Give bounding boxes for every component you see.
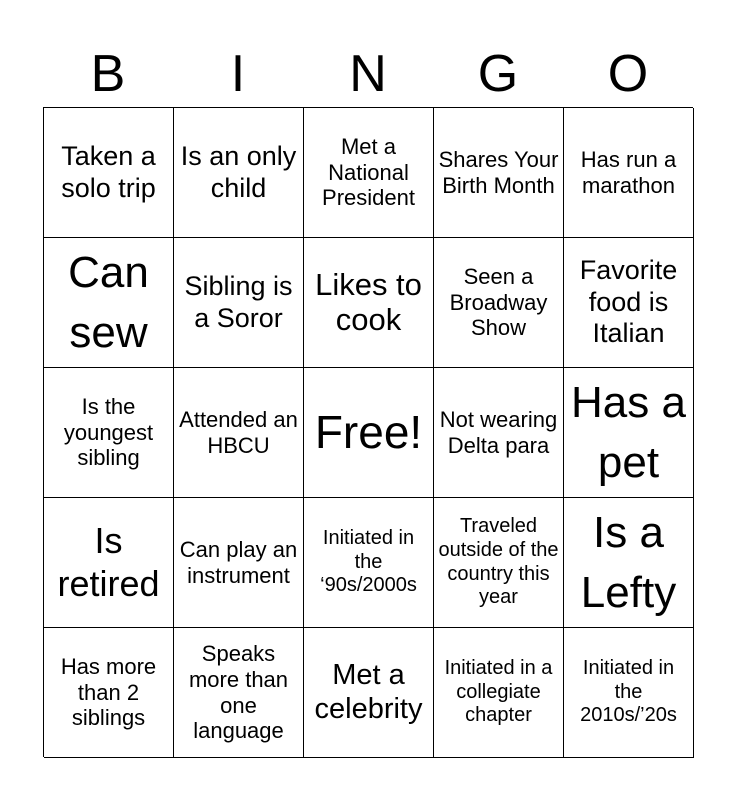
header-letter-n: N: [349, 45, 387, 103]
bingo-cell[interactable]: [304, 498, 434, 628]
cell-text: Is retired: [57, 520, 160, 604]
free-space-text: Free!: [314, 406, 423, 459]
cell-text: Is a Lefty: [580, 507, 677, 617]
bingo-cell[interactable]: [44, 498, 174, 628]
bingo-cell[interactable]: [44, 238, 174, 368]
cell-text: Met a National President: [322, 133, 415, 211]
cell-text: Not wearing Delta para: [439, 406, 558, 458]
cell-text: Initiated in a collegiate chapter: [444, 657, 553, 727]
bingo-cell[interactable]: [434, 238, 564, 368]
header-letter-o: O: [607, 45, 649, 103]
cell-text: Met a celebrity: [314, 658, 423, 725]
cell-text: Has a pet: [571, 377, 686, 487]
bingo-header: [43, 40, 693, 108]
cell-text: Traveled outside of the country this year: [438, 515, 559, 609]
bingo-cell[interactable]: [304, 628, 434, 758]
cell-text: Has more than 2 siblings: [60, 653, 157, 731]
cell-text: Initiated in the 2010s/’20s: [580, 657, 677, 727]
bingo-cell[interactable]: [44, 108, 174, 238]
bingo-board: [43, 107, 693, 757]
bingo-cell[interactable]: [174, 238, 304, 368]
cell-text: Speaks more than one language: [188, 640, 289, 744]
bingo-cell[interactable]: [304, 108, 434, 238]
bingo-cell[interactable]: [174, 108, 304, 238]
bingo-cell[interactable]: [434, 498, 564, 628]
bingo-cell[interactable]: [434, 368, 564, 498]
cell-text: Shares Your Birth Month: [438, 146, 559, 198]
bingo-cell[interactable]: [564, 108, 694, 238]
header-letter-b: B: [90, 45, 126, 103]
bingo-cell[interactable]: [564, 498, 694, 628]
cell-text: Favorite food is Italian: [579, 254, 678, 349]
cell-text: Has run a marathon: [580, 146, 677, 198]
bingo-cell[interactable]: [434, 108, 564, 238]
cell-text: Attended an HBCU: [179, 406, 298, 458]
cell-text: Initiated in the ‘90s/2000s: [320, 527, 417, 597]
cell-text: Taken a solo trip: [61, 140, 156, 203]
bingo-cell[interactable]: [174, 498, 304, 628]
cell-text: Seen a Broadway Show: [449, 263, 548, 341]
bingo-cell[interactable]: [174, 368, 304, 498]
bingo-cell[interactable]: [564, 368, 694, 498]
bingo-cell[interactable]: [174, 628, 304, 758]
bingo-cell[interactable]: [44, 628, 174, 758]
cell-text: Can play an instrument: [179, 536, 298, 588]
header-letter-i: I: [230, 45, 246, 103]
bingo-cell[interactable]: [564, 628, 694, 758]
cell-text: Can sew: [68, 247, 149, 357]
bingo-cell[interactable]: [564, 238, 694, 368]
cell-text: Likes to cook: [315, 266, 422, 337]
cell-text: Is an only child: [180, 140, 297, 203]
bingo-cell[interactable]: [434, 628, 564, 758]
free-space-cell[interactable]: [304, 368, 434, 498]
header-letter-g: G: [477, 45, 519, 103]
bingo-cell[interactable]: [44, 368, 174, 498]
bingo-cell[interactable]: [304, 238, 434, 368]
cell-text: Is the youngest sibling: [63, 393, 154, 471]
cell-text: Sibling is a Soror: [184, 270, 293, 333]
